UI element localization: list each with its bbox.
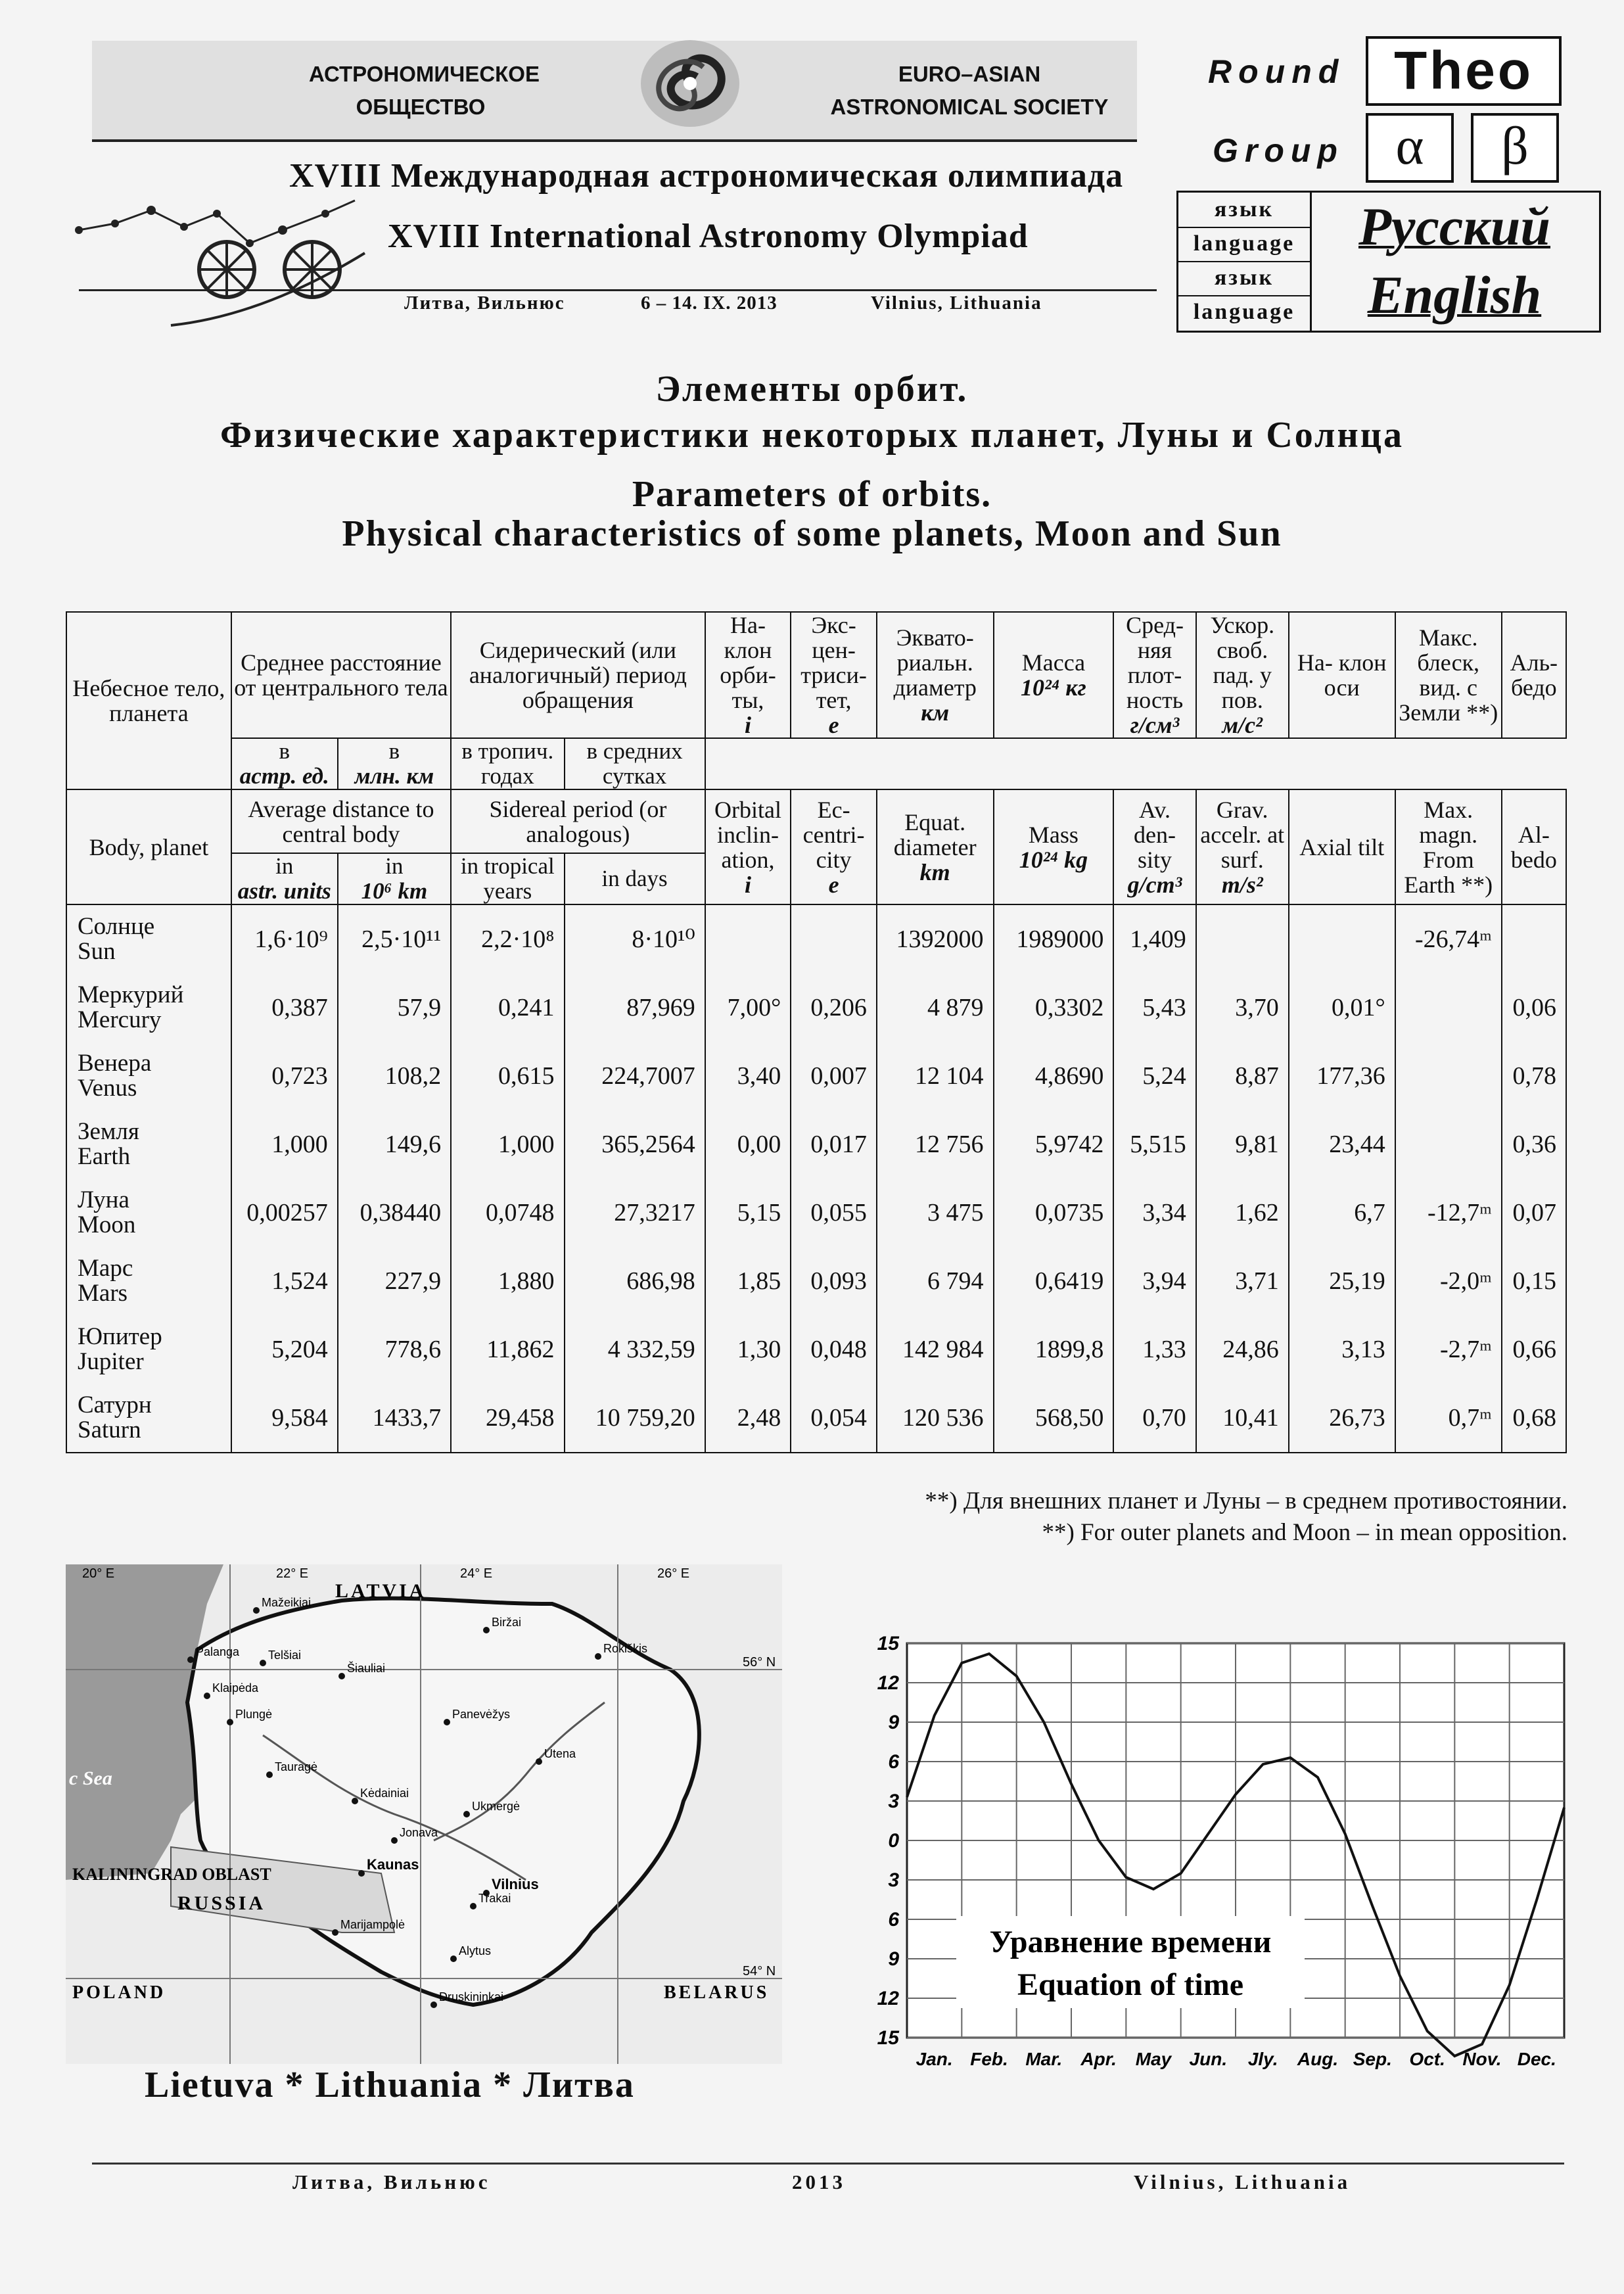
cell-days: 87,969 <box>565 973 705 1042</box>
cell-dens: 5,515 <box>1113 1110 1195 1179</box>
cell-dens: 0,70 <box>1113 1384 1195 1453</box>
constellation-logo-icon <box>66 197 368 329</box>
table-row <box>66 904 1566 973</box>
city-label: Tauragė <box>275 1760 318 1773</box>
city-label: Biržai <box>492 1616 522 1629</box>
body-name-cell: Меркурий Mercury <box>66 973 231 1042</box>
header-inclination-ru: На- клон орби- ты, i <box>705 612 791 738</box>
city-label: Trakai <box>478 1892 511 1905</box>
cell-grav: 9,81 <box>1196 1110 1289 1179</box>
place-ru: Литва, Вильнюс <box>404 293 565 314</box>
cell-mag <box>1395 1042 1502 1110</box>
cell-grav: 8,87 <box>1196 1042 1289 1110</box>
cell-dens: 3,94 <box>1113 1247 1195 1315</box>
header-gravity-ru: Ускор. своб. пад. у пов. м/с² <box>1196 612 1289 738</box>
cell-diam: 12 104 <box>877 1042 994 1110</box>
city-dot <box>204 1693 210 1699</box>
chart-subtitle: Equation of time <box>1017 1967 1244 2002</box>
city-dot <box>391 1837 398 1844</box>
city-dot <box>227 1719 233 1725</box>
label-belarus: BELARUS <box>664 1982 770 2003</box>
city-label: Mažeikiai <box>262 1596 312 1609</box>
society-name-ru: АСТРОНОМИЧЕСКОЕ ОБЩЕСТВО <box>309 62 540 119</box>
language-label-en-1: language <box>1178 227 1310 262</box>
label-lat-54: 54° N <box>743 1964 776 1978</box>
cell-tilt: 26,73 <box>1289 1384 1395 1453</box>
cell-days: 365,2564 <box>565 1110 705 1179</box>
header-divider <box>79 289 1157 291</box>
city-label: Vilnius <box>492 1876 539 1892</box>
table-row <box>66 1042 1566 1110</box>
cell-dens: 3,34 <box>1113 1179 1195 1247</box>
planet-data-table <box>66 611 1567 1453</box>
city-dot <box>187 1656 194 1663</box>
language-label-en-2: language <box>1193 300 1295 324</box>
cell-alb: 0,78 <box>1502 1042 1566 1110</box>
city-label: Kaunas <box>367 1856 419 1873</box>
header-tilt-ru: На- клон оси <box>1289 612 1395 738</box>
city-label: Druskininkai <box>439 1990 504 2003</box>
city-dot <box>332 1929 338 1936</box>
header-inclination-en: Orbital inclin- ation, i <box>705 789 791 904</box>
cell-incl: 5,15 <box>705 1179 791 1247</box>
cell-days: 686,98 <box>565 1247 705 1315</box>
table-row <box>66 1179 1566 1247</box>
label-latvia: LATVIA <box>335 1580 427 1602</box>
cell-tilt <box>1289 904 1395 973</box>
cell-mass: 5,9742 <box>994 1110 1114 1179</box>
city-dot <box>266 1771 273 1778</box>
header-dist-km-ru: в млн. км <box>338 738 451 789</box>
city-dot <box>450 1955 457 1962</box>
y-tick-label: 9 <box>888 1948 899 1970</box>
cell-diam: 12 756 <box>877 1110 994 1179</box>
cell-incl: 1,30 <box>705 1315 791 1384</box>
table-row <box>66 1110 1566 1179</box>
group-alpha-box: α <box>1366 113 1454 183</box>
city-label: Šiauliai <box>347 1662 386 1675</box>
cell-incl: 2,48 <box>705 1384 791 1453</box>
footnote-ru: **) Для внешних планет и Луны – в среднем противостоянии. <box>925 1487 1567 1514</box>
cell-years: 11,862 <box>451 1315 564 1384</box>
cell-mass: 1899,8 <box>994 1315 1114 1384</box>
cell-years: 0,615 <box>451 1042 564 1110</box>
cell-ecc: 0,055 <box>791 1179 877 1247</box>
table-row <box>66 1384 1566 1453</box>
x-tick-label: Nov. <box>1462 2049 1502 2069</box>
cell-days: 224,7007 <box>565 1042 705 1110</box>
table-row <box>66 1247 1566 1315</box>
header-albedo-ru: Аль- бедо <box>1502 612 1566 738</box>
cell-tilt: 177,36 <box>1289 1042 1395 1110</box>
header-period-years-en: in tropical years <box>451 853 564 904</box>
label-lon-20: 20° E <box>82 1566 115 1581</box>
cell-au: 0,387 <box>231 973 338 1042</box>
body-name-cell: Земля Earth <box>66 1110 231 1179</box>
header-magnitude-en: Max. magn. From Earth **) <box>1395 789 1502 904</box>
y-tick-label: 0 <box>888 1830 899 1852</box>
cell-grav: 3,70 <box>1196 973 1289 1042</box>
cell-diam: 120 536 <box>877 1384 994 1453</box>
city-dot <box>430 2001 437 2008</box>
cell-years: 29,458 <box>451 1384 564 1453</box>
cell-km: 108,2 <box>338 1042 451 1110</box>
round-value-box: Theo <box>1366 36 1562 106</box>
cell-km: 149,6 <box>338 1110 451 1179</box>
x-tick-label: Apr. <box>1080 2049 1117 2069</box>
header-diameter-en: Equat. diameter km <box>877 789 994 904</box>
cell-alb: 0,68 <box>1502 1384 1566 1453</box>
cell-au: 0,723 <box>231 1042 338 1110</box>
label-lat-56: 56° N <box>743 1655 776 1670</box>
y-tick-label: 6 <box>888 1751 899 1773</box>
cell-years: 1,880 <box>451 1247 564 1315</box>
cell-years: 1,000 <box>451 1110 564 1179</box>
city-label: Palanga <box>196 1645 240 1658</box>
olympiad-dates: 6 – 14. IX. 2013 <box>641 293 777 314</box>
city-label: Panevėžys <box>452 1708 511 1721</box>
cell-tilt: 25,19 <box>1289 1247 1395 1315</box>
city-label: Telšiai <box>268 1649 302 1662</box>
olympiad-title-en: XVIII International Astronomy Olympiad <box>388 218 1029 255</box>
city-dot <box>463 1811 470 1817</box>
table-row <box>66 973 1566 1042</box>
city-dot <box>536 1758 542 1765</box>
city-dot <box>338 1673 345 1679</box>
header-period-ru: Сидерический (или аналогичный) период обращения <box>451 612 705 738</box>
cell-diam: 4 879 <box>877 973 994 1042</box>
cell-alb <box>1502 904 1566 973</box>
header-tilt-en: Axial tilt <box>1289 789 1395 904</box>
cell-grav: 24,86 <box>1196 1315 1289 1384</box>
label-kaliningrad: KALININGRAD OBLAST <box>72 1865 271 1884</box>
cell-alb: 0,36 <box>1502 1110 1566 1179</box>
cell-dens: 1,409 <box>1113 904 1195 973</box>
label-poland: POLAND <box>72 1982 166 2003</box>
cell-km: 778,6 <box>338 1315 451 1384</box>
cell-dens: 1,33 <box>1113 1315 1195 1384</box>
society-name-en: EURO–ASIAN ASTRONOMICAL SOCIETY <box>830 62 1109 119</box>
table-row <box>66 1315 1566 1384</box>
footer-divider <box>92 2163 1564 2165</box>
cell-au: 1,000 <box>231 1110 338 1179</box>
cell-mag: -2,0ᵐ <box>1395 1247 1502 1315</box>
cell-au: 1,6·10⁹ <box>231 904 338 973</box>
cell-days: 27,3217 <box>565 1179 705 1247</box>
cell-mag <box>1395 1110 1502 1179</box>
cell-dens: 5,24 <box>1113 1042 1195 1110</box>
city-dot <box>595 1653 601 1660</box>
city-label: Marijampolė <box>340 1918 406 1931</box>
cell-mag: -2,7ᵐ <box>1395 1315 1502 1384</box>
header-albedo-en: Al- bedo <box>1502 789 1566 904</box>
city-dot <box>253 1607 260 1614</box>
label-lon-22: 22° E <box>276 1566 309 1581</box>
body-name-cell: Солнце Sun <box>66 904 231 973</box>
header-eccentricity-en: Ec- centri- city e <box>791 789 877 904</box>
cell-years: 0,0748 <box>451 1179 564 1247</box>
city-dot <box>260 1660 266 1666</box>
chart-title: Уравнение времени <box>989 1925 1272 1959</box>
header-distance-ru: Среднее расстояние от центрального тела <box>231 612 451 738</box>
header-gravity-en: Grav. accelr. at surf. m/s² <box>1196 789 1289 904</box>
cell-tilt: 23,44 <box>1289 1110 1395 1179</box>
cell-years: 0,241 <box>451 973 564 1042</box>
y-tick-label: 3 <box>888 1791 899 1812</box>
header-dist-km-en: in 10⁶ km <box>338 853 451 904</box>
cell-mass: 4,8690 <box>994 1042 1114 1110</box>
header-magnitude-ru: Макс. блеск, вид. с Земли **) <box>1395 612 1502 738</box>
header-density-ru: Сред- няя плот- ность г/см³ <box>1113 612 1195 738</box>
language-table-divider <box>1310 193 1312 331</box>
city-label: Jonava <box>400 1826 438 1839</box>
city-label: Ukmergė <box>472 1800 521 1813</box>
cell-alb: 0,07 <box>1502 1179 1566 1247</box>
cell-au: 0,00257 <box>231 1179 338 1247</box>
footer-place-en: Vilnius, Lithuania <box>1134 2170 1351 2193</box>
cell-incl: 7,00° <box>705 973 791 1042</box>
body-name-cell: Луна Moon <box>66 1179 231 1247</box>
language-label-ru-1: язык <box>1178 193 1310 228</box>
cell-days: 4 332,59 <box>565 1315 705 1384</box>
title-en-line1: Parameters of orbits. <box>632 474 992 515</box>
cell-mag <box>1395 973 1502 1042</box>
cell-mag: -12,7ᵐ <box>1395 1179 1502 1247</box>
equation-of-time-chart <box>835 1630 1577 2090</box>
x-tick-label: Aug. <box>1297 2049 1339 2069</box>
header-distance-en: Average distance to central body <box>231 789 451 853</box>
city-label: Kėdainiai <box>360 1787 409 1800</box>
body-name-cell: Сатурн Saturn <box>66 1384 231 1453</box>
header-period-years-ru: в тропич. годах <box>451 738 564 789</box>
language-value-ru: Русский <box>1358 197 1551 256</box>
cell-alb: 0,06 <box>1502 973 1566 1042</box>
cell-mass: 1989000 <box>994 904 1114 973</box>
cell-tilt: 3,13 <box>1289 1315 1395 1384</box>
cell-diam: 142 984 <box>877 1315 994 1384</box>
cell-mass: 568,50 <box>994 1384 1114 1453</box>
language-label-ru-2: язык <box>1178 261 1310 296</box>
cell-tilt: 0,01° <box>1289 973 1395 1042</box>
header-dist-au-en: in astr. units <box>231 853 338 904</box>
cell-ecc: 0,048 <box>791 1315 877 1384</box>
city-label: Plungė <box>235 1708 273 1721</box>
city-label: Rokiškis <box>603 1642 648 1655</box>
lithuania-map <box>66 1564 782 2064</box>
language-table <box>1176 191 1601 333</box>
cell-incl: 3,40 <box>705 1042 791 1110</box>
olympiad-title-ru: XVIII Международная астрономическая олимпиада <box>289 157 1124 195</box>
cell-ecc: 0,206 <box>791 973 877 1042</box>
cell-ecc: 0,093 <box>791 1247 877 1315</box>
header-mass-ru: Масса 10²⁴ кг <box>994 612 1114 738</box>
header-mass-en: Mass 10²⁴ kg <box>994 789 1114 904</box>
cell-ecc: 0,054 <box>791 1384 877 1453</box>
x-tick-label: Mar. <box>1025 2049 1063 2069</box>
cell-grav: 1,62 <box>1196 1179 1289 1247</box>
cell-km: 2,5·10¹¹ <box>338 904 451 973</box>
cell-diam: 3 475 <box>877 1179 994 1247</box>
city-dot <box>444 1719 450 1725</box>
group-beta-box: β <box>1471 113 1559 183</box>
x-tick-label: Dec. <box>1517 2049 1556 2069</box>
y-tick-label: 15 <box>877 1633 899 1654</box>
cell-au: 9,584 <box>231 1384 338 1453</box>
header-period-days-ru: в средних сутках <box>565 738 705 789</box>
group-label: Group <box>1213 132 1344 169</box>
cell-days: 8·10¹⁰ <box>565 904 705 973</box>
cell-incl <box>705 904 791 973</box>
cell-km: 1433,7 <box>338 1384 451 1453</box>
cell-ecc: 0,017 <box>791 1110 877 1179</box>
title-en-line2: Physical characteristics of some planets, Moon and Sun <box>342 513 1282 554</box>
header-body-en: Body, planet <box>66 789 231 904</box>
cell-years: 2,2·10⁸ <box>451 904 564 973</box>
cell-tilt: 6,7 <box>1289 1179 1395 1247</box>
cell-dens: 5,43 <box>1113 973 1195 1042</box>
y-tick-label: 3 <box>888 1869 899 1891</box>
cell-ecc <box>791 904 877 973</box>
cell-days: 10 759,20 <box>565 1384 705 1453</box>
cell-au: 5,204 <box>231 1315 338 1384</box>
cell-incl: 0,00 <box>705 1110 791 1179</box>
city-label: Klaipėda <box>212 1681 259 1695</box>
city-dot <box>358 1870 365 1877</box>
cell-km: 0,38440 <box>338 1179 451 1247</box>
round-label: Round <box>1208 53 1345 90</box>
header-period-days-en: in days <box>565 853 705 904</box>
city-dot <box>470 1903 476 1909</box>
x-tick-label: Jun. <box>1189 2049 1228 2069</box>
header-period-en: Sidereal period (or analogous) <box>451 789 705 853</box>
map-caption: Lietuva * Lithuania * Литва <box>145 2065 635 2105</box>
cell-grav: 10,41 <box>1196 1384 1289 1453</box>
cell-km: 57,9 <box>338 973 451 1042</box>
cell-grav <box>1196 904 1289 973</box>
language-value-en: English <box>1367 265 1542 325</box>
cell-diam: 1392000 <box>877 904 994 973</box>
cell-alb: 0,15 <box>1502 1247 1566 1315</box>
city-dot <box>483 1627 490 1633</box>
header-density-en: Av. den- sity g/cm³ <box>1113 789 1195 904</box>
cell-ecc: 0,007 <box>791 1042 877 1110</box>
x-tick-label: Oct. <box>1409 2049 1445 2069</box>
x-tick-label: Feb. <box>970 2049 1008 2069</box>
cell-mass: 0,6419 <box>994 1247 1114 1315</box>
cell-grav: 3,71 <box>1196 1247 1289 1315</box>
body-name-cell: Венера Venus <box>66 1042 231 1110</box>
cell-mag: -26,74ᵐ <box>1395 904 1502 973</box>
label-lon-24: 24° E <box>460 1566 493 1581</box>
label-sea: c Sea <box>69 1767 112 1789</box>
city-dot <box>352 1798 358 1804</box>
cell-au: 1,524 <box>231 1247 338 1315</box>
x-tick-label: Jan. <box>916 2049 953 2069</box>
footer-place-ru: Литва, Вильнюс <box>292 2170 491 2193</box>
cell-mass: 0,3302 <box>994 973 1114 1042</box>
header-body-ru: Небесное тело, планета <box>66 612 231 789</box>
place-en: Vilnius, Lithuania <box>871 293 1042 314</box>
title-ru-line1: Элементы орбит. <box>655 369 969 410</box>
galaxy-logo-icon <box>634 34 746 133</box>
header-diameter-ru: Эквато- риальн. диаметр км <box>877 612 994 738</box>
label-russia: RUSSIA <box>177 1892 266 1914</box>
y-tick-label: 12 <box>877 1988 899 2009</box>
y-tick-label: 15 <box>877 2027 899 2049</box>
label-lon-26: 26° E <box>657 1566 690 1581</box>
city-label: Alytus <box>459 1944 492 1957</box>
header-dist-au-ru: в астр. ед. <box>231 738 338 789</box>
body-name-cell: Юпитер Jupiter <box>66 1315 231 1384</box>
x-tick-label: Sep. <box>1353 2049 1392 2069</box>
footnote-en: **) For outer planets and Moon – in mean opposition. <box>1042 1519 1567 1546</box>
x-tick-label: May <box>1135 2049 1172 2069</box>
title-ru-line2: Физические характеристики некоторых планет, Луны и Солнца <box>220 415 1404 456</box>
cell-diam: 6 794 <box>877 1247 994 1315</box>
cell-km: 227,9 <box>338 1247 451 1315</box>
city-label: Utena <box>544 1747 576 1760</box>
y-tick-label: 12 <box>877 1672 899 1694</box>
y-tick-label: 6 <box>888 1909 899 1931</box>
cell-incl: 1,85 <box>705 1247 791 1315</box>
y-tick-label: 9 <box>888 1712 899 1733</box>
header-eccentricity-ru: Экс- цен- триси- тет, e <box>791 612 877 738</box>
cell-mag: 0,7ᵐ <box>1395 1384 1502 1453</box>
footer-year: 2013 <box>792 2170 846 2193</box>
x-tick-label: Jly. <box>1247 2049 1278 2069</box>
body-name-cell: Марс Mars <box>66 1247 231 1315</box>
cell-alb: 0,66 <box>1502 1315 1566 1384</box>
cell-mass: 0,0735 <box>994 1179 1114 1247</box>
